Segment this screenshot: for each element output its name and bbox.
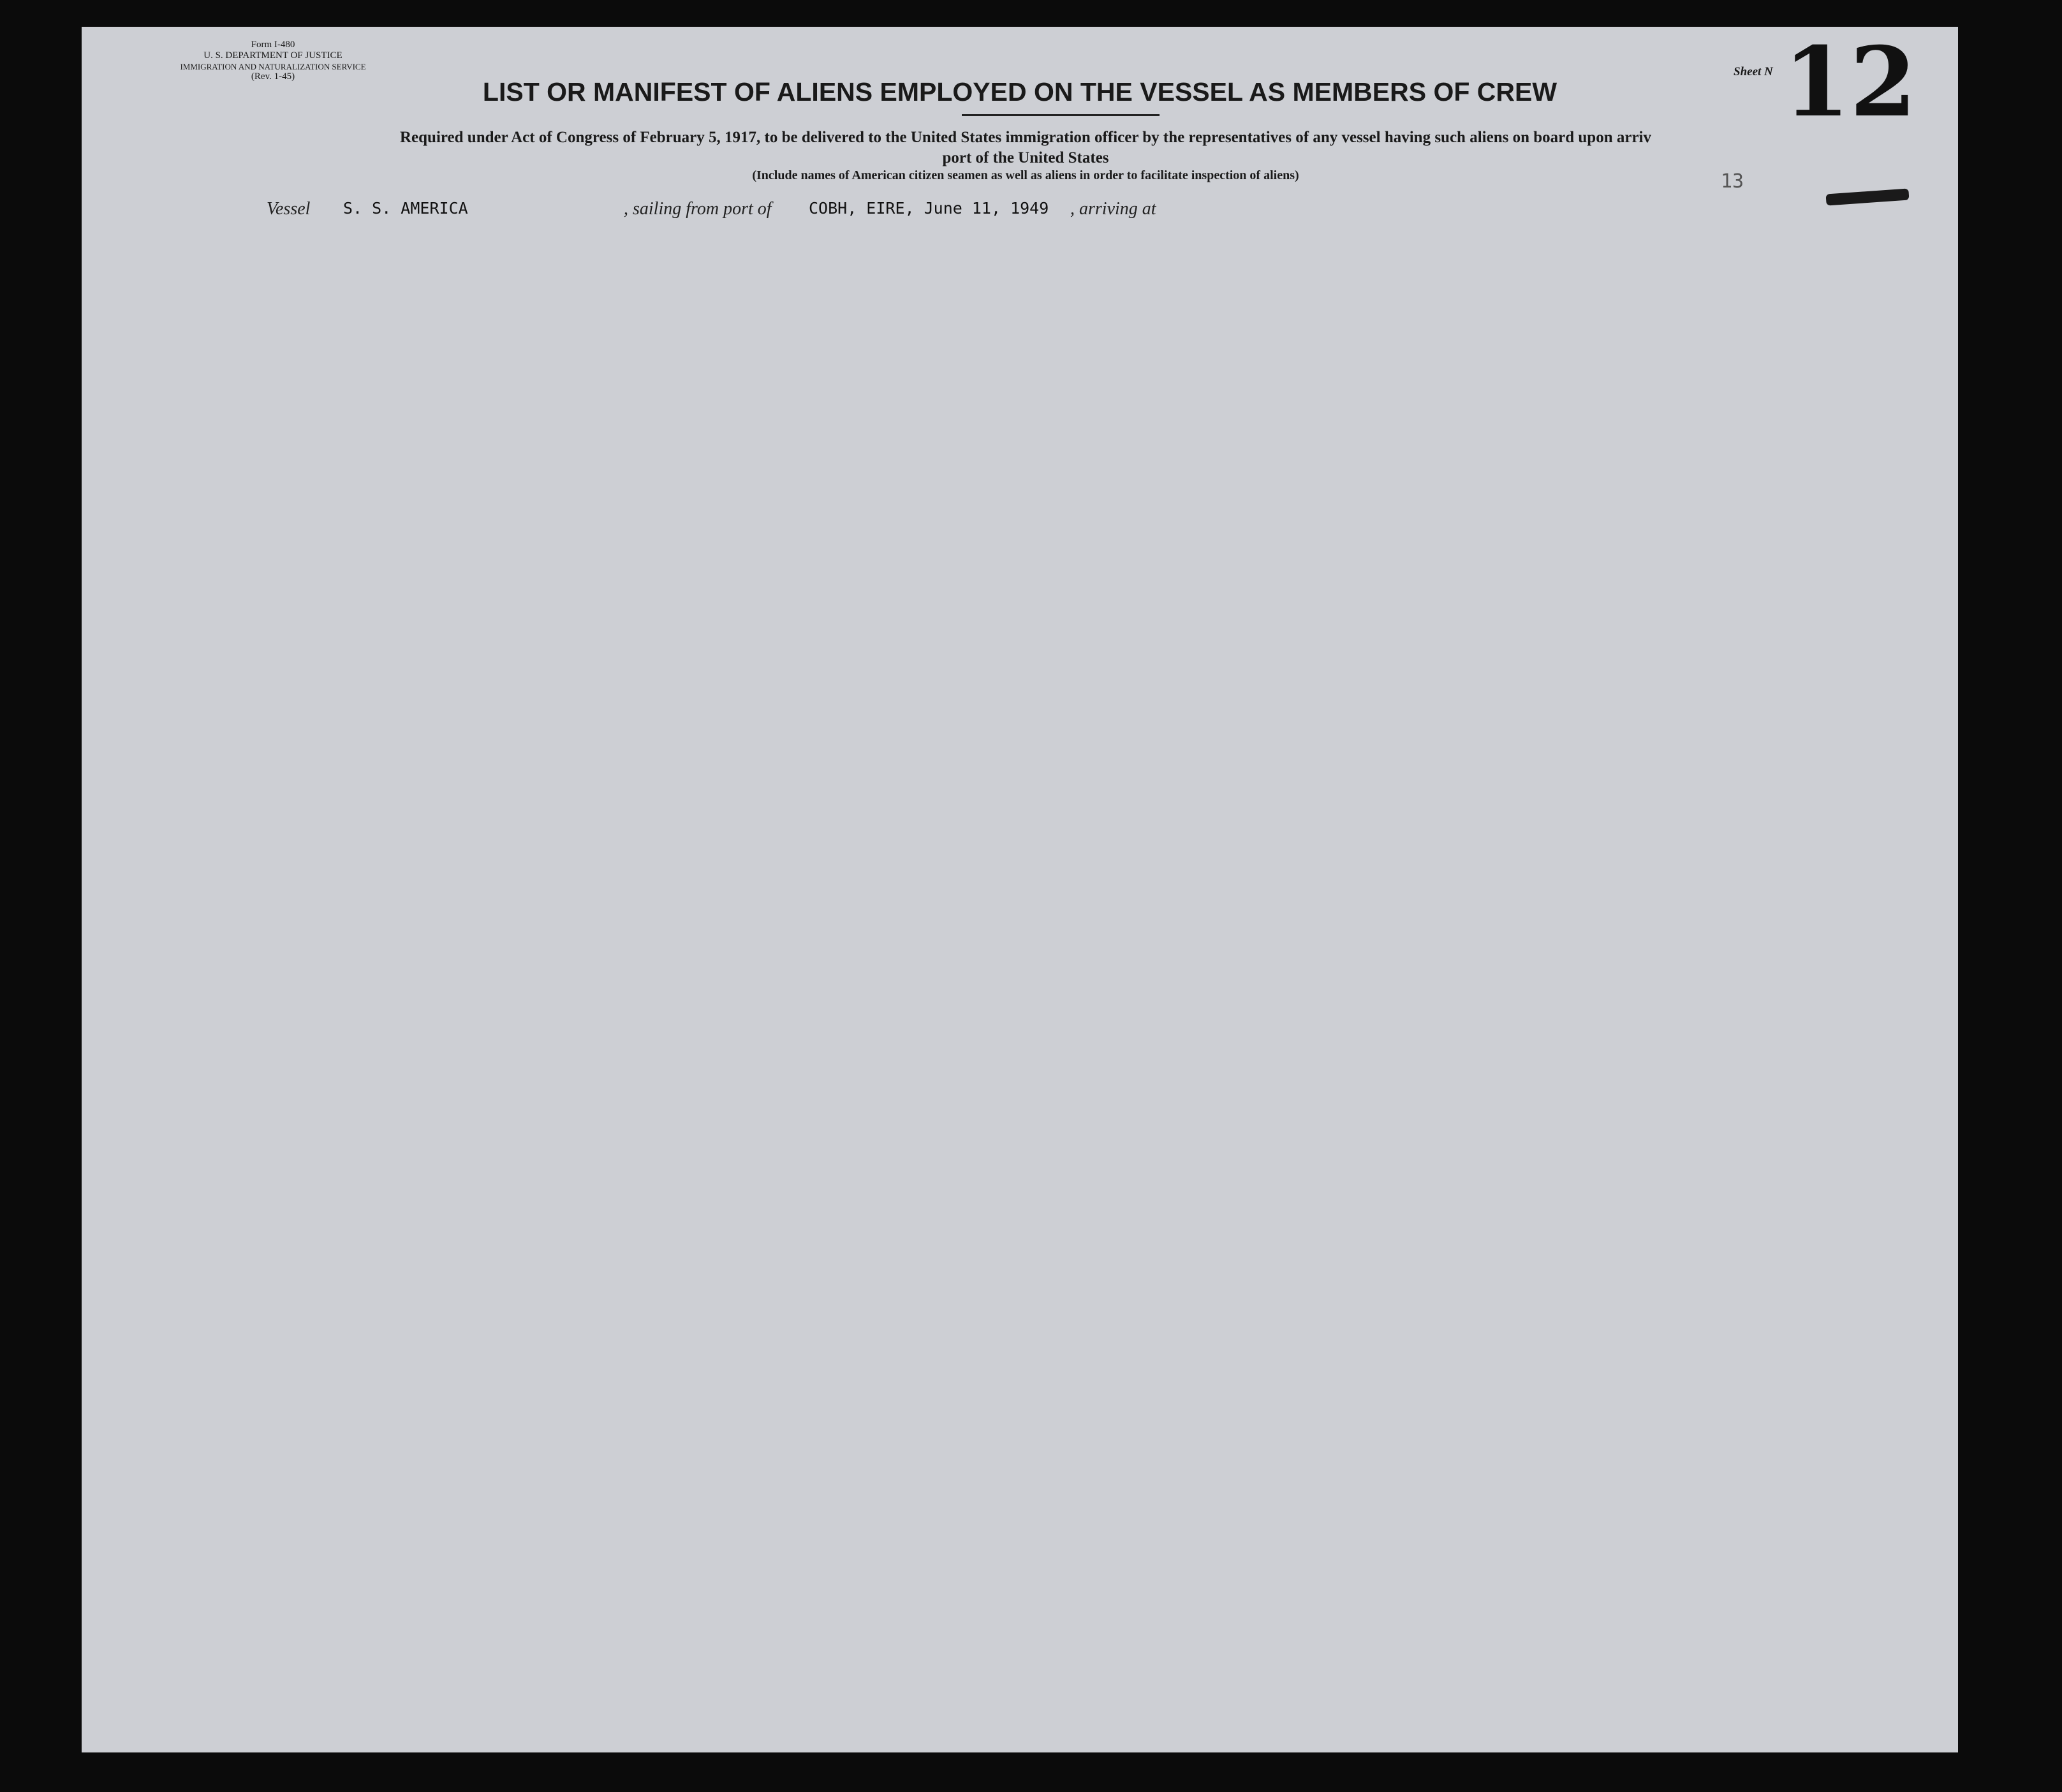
- subtitle-line3: (Include names of American citizen seamen as well as aliens in order to facilitate inspection of aliens): [752, 168, 1299, 182]
- crossed-out-number: [1826, 188, 1910, 205]
- arriving-label: , arriving at: [1070, 199, 1156, 219]
- form-number: Form I-480: [251, 40, 295, 50]
- form-service: IMMIGRATION AND NATURALIZATION SERVICE: [180, 62, 366, 71]
- sheet-stamp-number: 13: [1721, 170, 1744, 193]
- form-department: U. S. DEPARTMENT OF JUSTICE: [203, 50, 342, 61]
- subtitle-line2: port of the United States: [942, 149, 1109, 166]
- sheet-label: Sheet N: [1734, 65, 1773, 78]
- vessel-name: S. S. AMERICA: [343, 199, 468, 217]
- form-revision: (Rev. 1-45): [251, 71, 295, 82]
- page-title: LIST OR MANIFEST OF ALIENS EMPLOYED ON THE VESSEL AS MEMBERS OF CREW: [482, 77, 1558, 106]
- sheet-number: 12: [1783, 26, 1917, 138]
- manifest-sheet: [82, 27, 1958, 1752]
- sailing-label: , sailing from port of: [624, 199, 772, 219]
- subtitle-line1: Required under Act of Congress of February 5, 1917, to be delivered to the United States immigration officer by the representatives of any vessel having such aliens on board upon arriv: [400, 129, 1651, 146]
- title-rule: [962, 114, 1160, 116]
- sailing-from: COBH, EIRE, June 11, 1949: [809, 199, 1049, 217]
- vessel-label: Vessel: [267, 199, 311, 219]
